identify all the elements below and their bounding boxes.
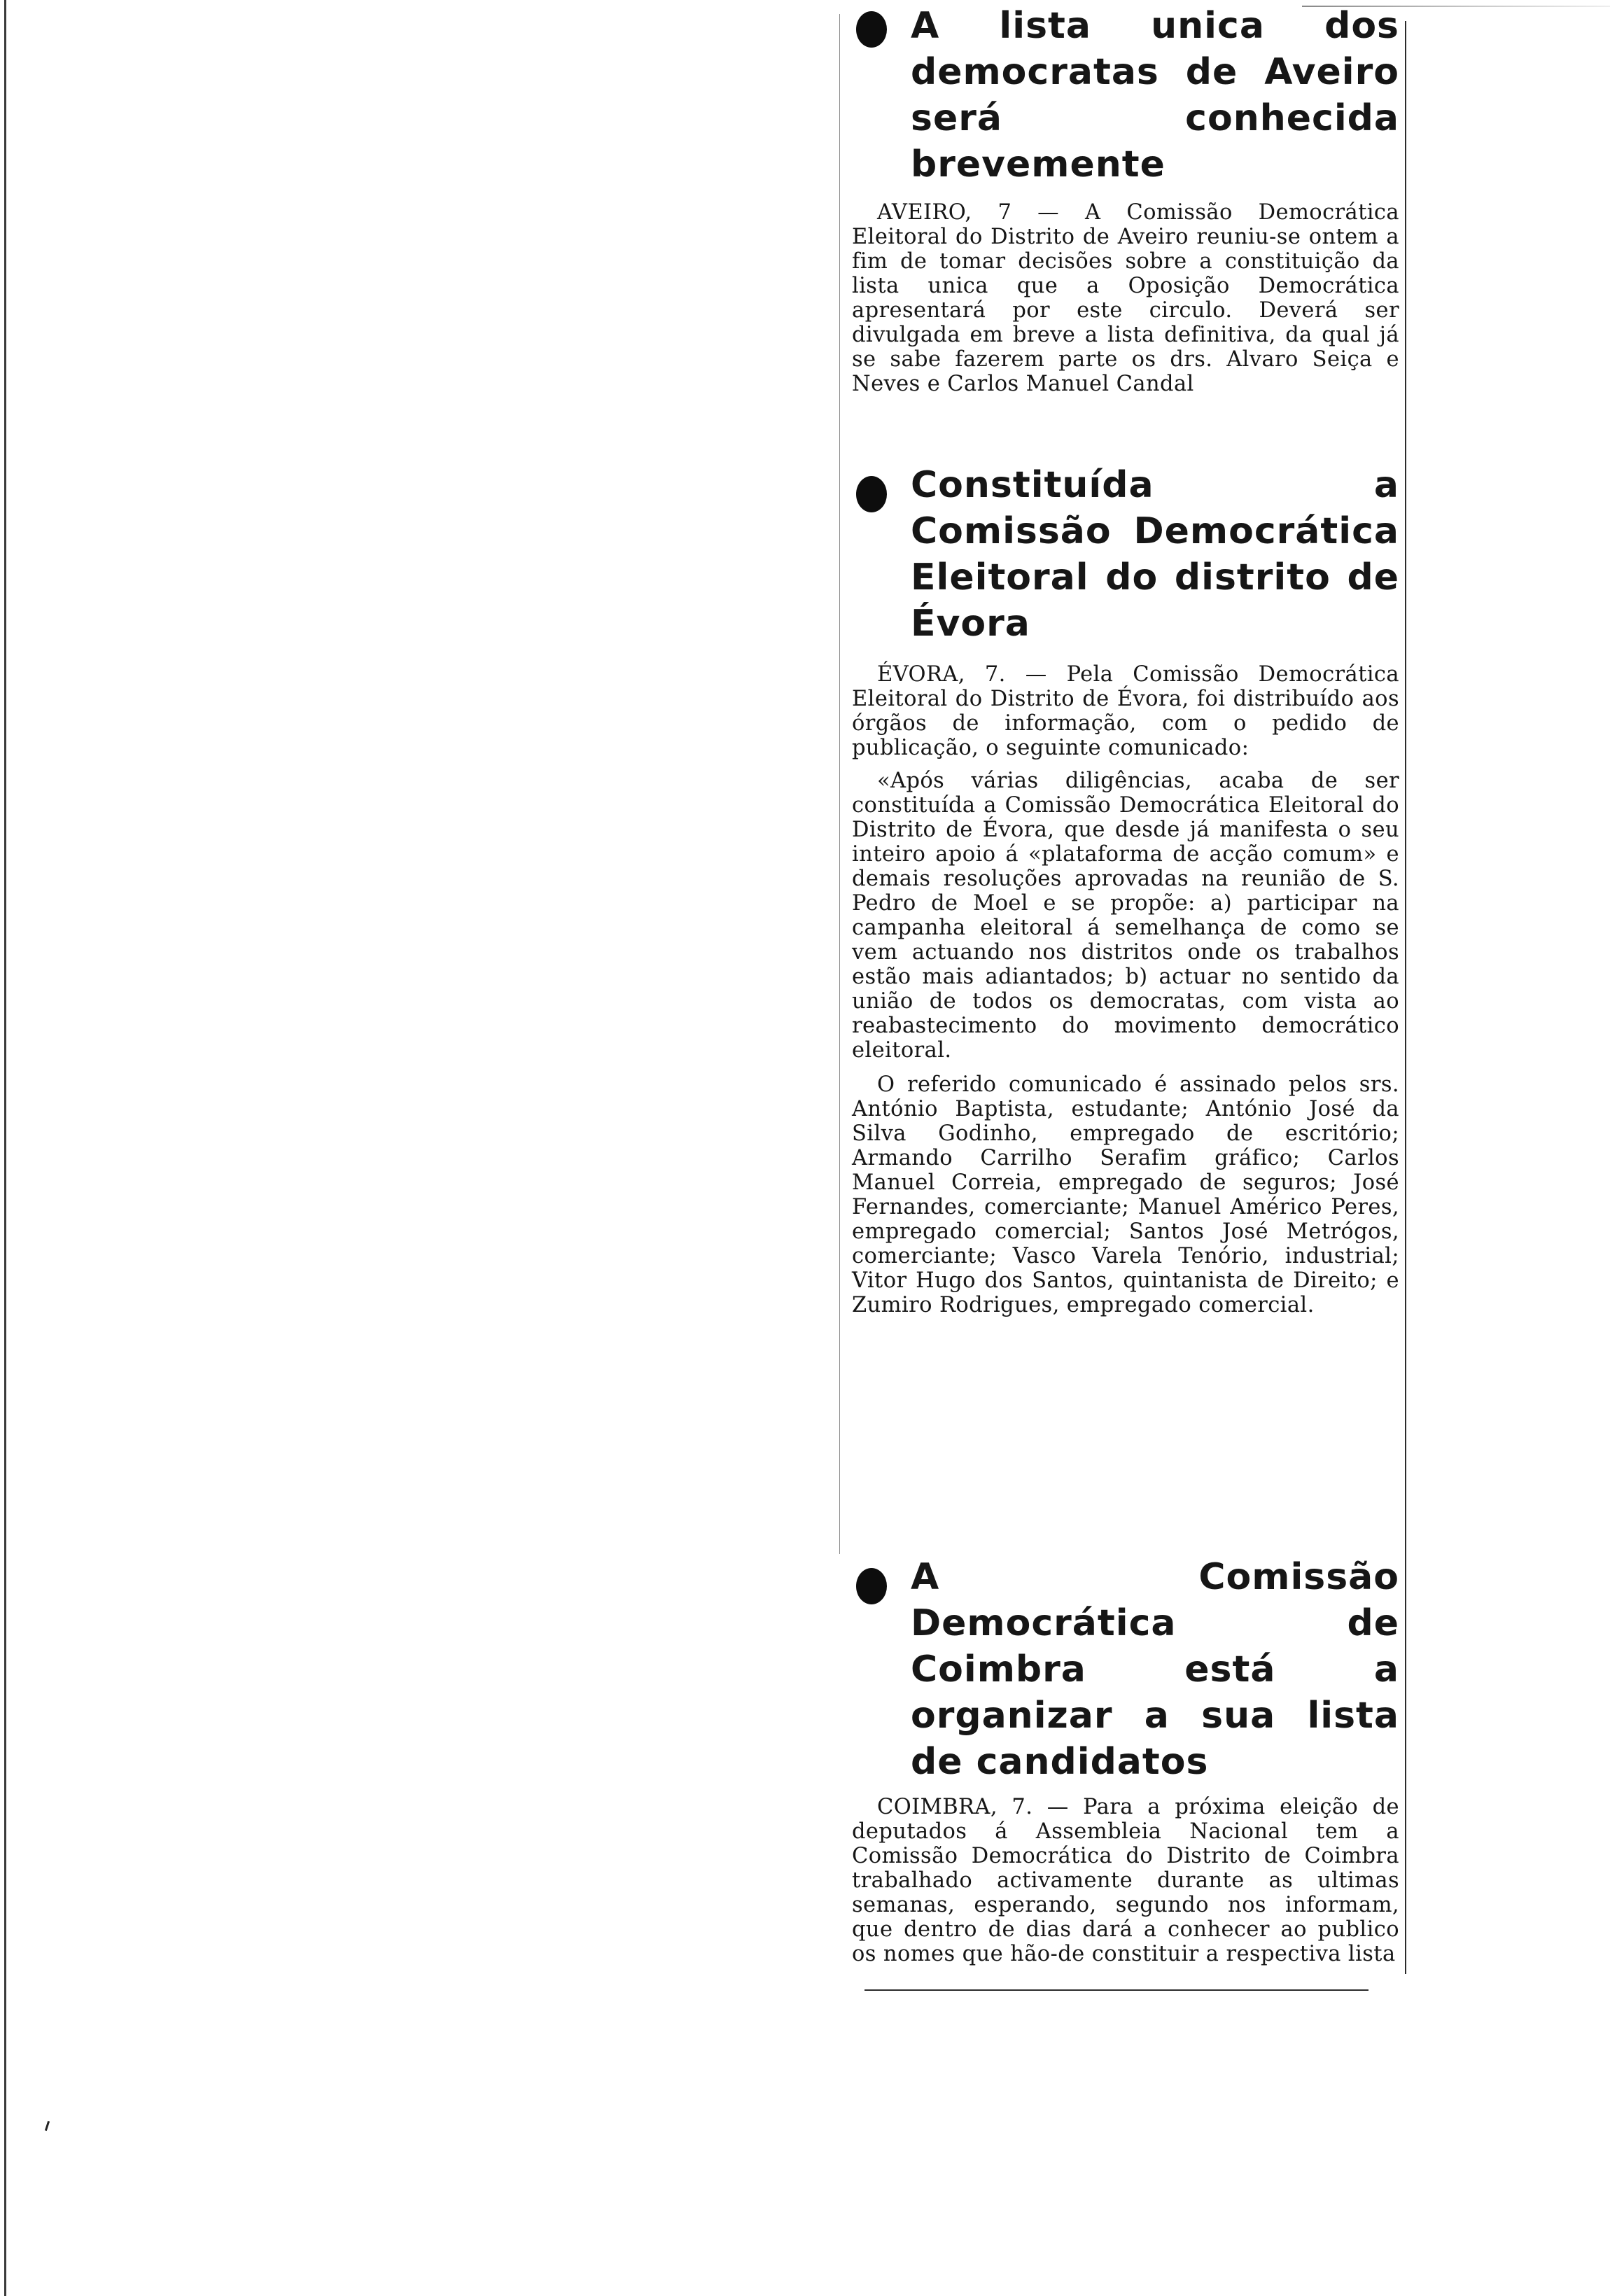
closing-rule bbox=[864, 1989, 1368, 1991]
headline-block bbox=[852, 462, 1399, 647]
article-coimbra bbox=[852, 1554, 1399, 1966]
paragraph-evora-1: ÉVORA, 7. — Pela Comissão Democrática Eleitoral do Distrito de Évora, foi distribuído aos órgãos de informação, com o pedido de publicação, o seguinte comunicado: bbox=[852, 662, 1399, 760]
column-rule-left bbox=[839, 14, 840, 1554]
bullet-icon bbox=[856, 476, 887, 512]
newspaper-clipping bbox=[836, 0, 1410, 2009]
page-edge-left bbox=[4, 0, 6, 2296]
headline-evora: Constituída a Comissão Democrática Eleitoral do distrito de Évora bbox=[911, 464, 1399, 645]
headline-block bbox=[852, 3, 1399, 188]
headline-coimbra: A Comissão Democrática de Coimbra está a organizar a sua lista de candidatos bbox=[911, 1556, 1399, 1783]
paragraph-aveiro-1: AVEIRO, 7 — A Comissão Democrática Eleitoral do Distrito de Aveiro reuniu-se ontem a fim de tomar decisões sobre a constituição da lista unica que a Oposição Democrática apresentará por este circulo. Deverá ser divulgada em breve a lista definitiva, da qual já se sabe fazerem parte os drs. Alvaro Seiça e Neves e Carlos Manuel Candal bbox=[852, 200, 1399, 396]
headline-aveiro: A lista unica dos democratas de Aveiro será conhecida brevemente bbox=[911, 5, 1399, 186]
paragraph-evora-2: «Após várias diligências, acaba de ser constituída a Comissão Democrática Eleitoral do Distrito de Évora, que desde já manifesta o seu inteiro apoio á «plataforma de acção comum» e demais resoluções aprovadas na reunião de S. Pedro de Moel e se propõe: a) participar na campanha eleitoral á semelhança de como se vem actuando nos distritos onde os trabalhos estão mais adiantados; b) actuar no sentido da união de todos os democratas, com vista ao reabastecimento do movimento democrático eleitoral. bbox=[852, 769, 1399, 1063]
stray-mark bbox=[45, 2121, 50, 2131]
article-aveiro bbox=[852, 3, 1399, 396]
paragraph-coimbra-1: COIMBRA, 7. — Para a próxima eleição de deputados á Assembleia Nacional tem a Comissão Democrática do Distrito de Coimbra trabalhado activamente durante as ultimas semanas, esperando, segundo nos informam, que dentro de dias dará a conhecer ao publico os nomes que hão-de constituir a respectiva lista bbox=[852, 1795, 1399, 1966]
article-evora bbox=[852, 462, 1399, 1317]
column-rule-right bbox=[1405, 21, 1406, 1974]
bullet-icon bbox=[856, 11, 887, 48]
headline-block bbox=[852, 1554, 1399, 1785]
paragraph-evora-3: O referido comunicado é assinado pelos srs. António Baptista, estudante; António José da Silva Godinho, empregado de escritório; Armando Carrilho Serafim gráfico; Carlos Manuel Correia, empregado de seguros; José Fernandes, comerciante; Manuel Américo Peres, empregado comercial; Santos José Metrógos, comerciante; Vasco Varela Tenório, industrial; Vitor Hugo dos Santos, quintanista de Direito; e Zumiro Rodrigues, empregado comercial. bbox=[852, 1072, 1399, 1317]
bullet-icon bbox=[856, 1568, 887, 1604]
